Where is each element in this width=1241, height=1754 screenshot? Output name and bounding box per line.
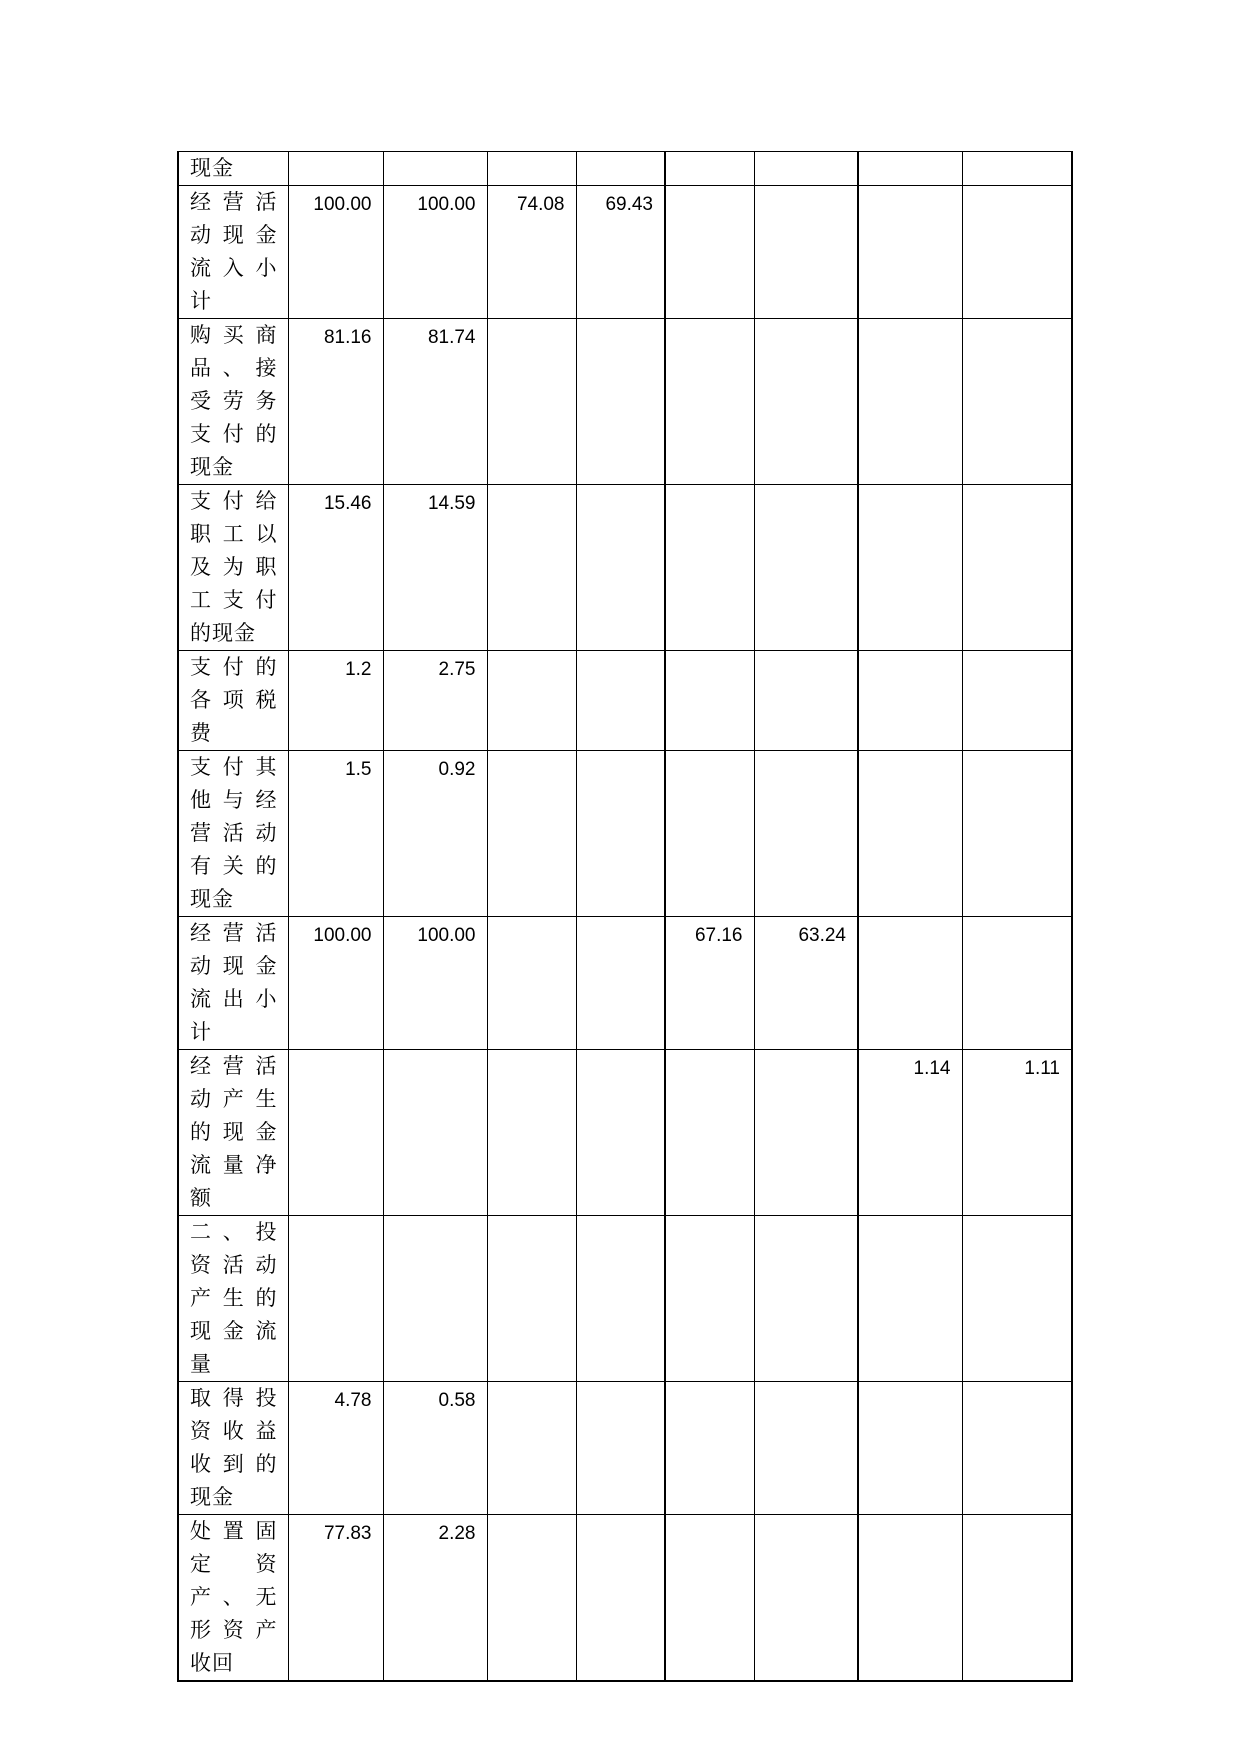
cell-value: [577, 1216, 665, 1223]
cell-value: [755, 1515, 858, 1522]
row-label-cell: [178, 1216, 288, 1382]
cell-value: [666, 651, 754, 658]
table-row: [178, 152, 1072, 186]
cell-value: 15.46: [323, 493, 372, 514]
cell-value: [859, 186, 962, 193]
row-label-cell: [178, 1050, 288, 1216]
row-label: 取得投资收益收到的现金: [190, 1386, 278, 1509]
value-cell: [288, 751, 383, 917]
value-cell: [754, 651, 858, 751]
cell-value: [577, 152, 665, 159]
cell-value: [755, 651, 858, 658]
value-cell: [962, 1515, 1072, 1682]
value-cell: [383, 1216, 487, 1382]
value-cell: [383, 1050, 487, 1216]
cell-value: [488, 1050, 576, 1057]
cell-value: [755, 1382, 858, 1389]
cell-value: 0.92: [438, 759, 476, 780]
cell-value: [755, 1216, 858, 1223]
cell-value: [384, 152, 487, 159]
value-cell: [576, 1515, 665, 1682]
cell-value: 1.14: [913, 1058, 951, 1079]
cell-value: [859, 319, 962, 326]
cell-value: [755, 186, 858, 193]
cell-value: [577, 917, 665, 924]
value-cell: [288, 917, 383, 1050]
value-cell: [962, 1382, 1072, 1515]
table-row: [178, 651, 1072, 751]
value-cell: [962, 152, 1072, 186]
value-cell: [487, 152, 576, 186]
table-body: [178, 152, 1072, 1682]
cell-value: 100.00: [313, 194, 372, 215]
cell-value: [666, 1216, 754, 1223]
cell-value: [384, 1050, 487, 1057]
row-label: 支付其他与经营活动有关的现金: [190, 755, 278, 911]
value-cell: [858, 1050, 962, 1216]
value-cell: [962, 1216, 1072, 1382]
cell-value: [666, 1382, 754, 1389]
cell-value: [859, 751, 962, 758]
cell-value: 1.11: [1024, 1058, 1060, 1079]
cell-value: 1.2: [345, 659, 372, 680]
row-label-cell: [178, 1515, 288, 1682]
value-cell: [383, 152, 487, 186]
row-label-cell: [178, 485, 288, 651]
cell-value: 100.00: [417, 925, 476, 946]
cell-value: [666, 152, 754, 159]
cell-value: [666, 485, 754, 492]
cell-value: [963, 319, 1072, 326]
value-cell: [754, 1515, 858, 1682]
value-cell: [858, 751, 962, 917]
cell-value: [488, 1382, 576, 1389]
value-cell: [665, 186, 754, 319]
value-cell: [754, 1050, 858, 1216]
cell-value: 2.75: [438, 659, 476, 680]
value-cell: [487, 186, 576, 319]
value-cell: [858, 1216, 962, 1382]
table-row: [178, 186, 1072, 319]
cell-value: [666, 751, 754, 758]
cell-value: [577, 1050, 665, 1057]
value-cell: [288, 651, 383, 751]
value-cell: [288, 1050, 383, 1216]
value-cell: [665, 485, 754, 651]
row-label: 处置固定资产、无形资产收回: [190, 1519, 278, 1675]
cell-value: 74.08: [516, 194, 565, 215]
cell-value: [289, 1050, 383, 1057]
value-cell: [962, 1050, 1072, 1216]
value-cell: [962, 751, 1072, 917]
value-cell: [288, 1515, 383, 1682]
cell-value: [755, 1050, 858, 1057]
row-label-cell: [178, 186, 288, 319]
cell-value: [666, 1515, 754, 1522]
cell-value: [488, 751, 576, 758]
cell-value: [289, 152, 383, 159]
cell-value: 69.43: [605, 194, 653, 215]
cell-value: 77.83: [323, 1523, 372, 1544]
value-cell: [754, 917, 858, 1050]
cell-value: [488, 1216, 576, 1223]
cell-value: [577, 485, 665, 492]
cell-value: [384, 1216, 487, 1223]
cell-value: [488, 1515, 576, 1522]
value-cell: [754, 319, 858, 485]
value-cell: [754, 485, 858, 651]
cell-value: [488, 917, 576, 924]
cell-value: [859, 485, 962, 492]
cell-value: [577, 751, 665, 758]
value-cell: [962, 319, 1072, 485]
value-cell: [383, 917, 487, 1050]
value-cell: [576, 1382, 665, 1515]
value-cell: [665, 319, 754, 485]
cell-value: [755, 152, 858, 159]
cell-value: 14.59: [427, 493, 476, 514]
value-cell: [962, 651, 1072, 751]
row-label: 购买商品、接受劳务支付的现金: [190, 323, 278, 479]
value-cell: [858, 651, 962, 751]
cell-value: [289, 1216, 383, 1223]
row-label-cell: [178, 319, 288, 485]
value-cell: [288, 186, 383, 319]
cell-value: [666, 186, 754, 193]
cell-value: 63.24: [798, 925, 846, 946]
value-cell: [754, 186, 858, 319]
value-cell: [487, 651, 576, 751]
cell-value: [859, 917, 962, 924]
cell-value: 1.5: [345, 759, 372, 780]
row-label: 支付的各项税费: [190, 655, 278, 745]
value-cell: [665, 1216, 754, 1382]
cell-value: [488, 319, 576, 326]
value-cell: [665, 1515, 754, 1682]
cell-value: [963, 651, 1072, 658]
row-label: 经营活动产生的现金流量净额: [190, 1054, 278, 1210]
cell-value: [963, 917, 1072, 924]
value-cell: [487, 917, 576, 1050]
value-cell: [858, 319, 962, 485]
value-cell: [383, 651, 487, 751]
table-row: [178, 485, 1072, 651]
value-cell: [383, 186, 487, 319]
cell-value: [666, 1050, 754, 1057]
cell-value: [577, 1515, 665, 1522]
value-cell: [858, 917, 962, 1050]
cell-value: [963, 1515, 1072, 1522]
table-row: [178, 751, 1072, 917]
value-cell: [487, 1382, 576, 1515]
table-row: [178, 319, 1072, 485]
value-cell: [576, 319, 665, 485]
cell-value: [859, 1515, 962, 1522]
cell-value: [577, 319, 665, 326]
row-label-cell: [178, 917, 288, 1050]
row-label: 支付给职工以及为职工支付的现金: [190, 489, 278, 645]
row-label-cell: [178, 152, 288, 186]
value-cell: [288, 1382, 383, 1515]
cell-value: [859, 1382, 962, 1389]
cell-value: [755, 485, 858, 492]
cell-value: [963, 751, 1072, 758]
cell-value: [488, 651, 576, 658]
value-cell: [487, 751, 576, 917]
table-row: [178, 1382, 1072, 1515]
value-cell: [487, 319, 576, 485]
value-cell: [576, 1050, 665, 1216]
cell-value: [755, 751, 858, 758]
cell-value: 100.00: [313, 925, 372, 946]
value-cell: [754, 1216, 858, 1382]
value-cell: [288, 319, 383, 485]
row-label-cell: [178, 751, 288, 917]
cell-value: [963, 186, 1072, 193]
value-cell: [487, 1216, 576, 1382]
cell-value: 67.16: [694, 925, 743, 946]
value-cell: [858, 1515, 962, 1682]
value-cell: [858, 485, 962, 651]
row-label: 二、投资活动产生的现金流量: [190, 1220, 278, 1376]
value-cell: [487, 485, 576, 651]
value-cell: [288, 152, 383, 186]
cell-value: [963, 1382, 1072, 1389]
value-cell: [665, 917, 754, 1050]
value-cell: [962, 917, 1072, 1050]
value-cell: [665, 751, 754, 917]
value-cell: [576, 152, 665, 186]
cell-value: [488, 485, 576, 492]
value-cell: [288, 485, 383, 651]
row-label: 经营活动现金流出小计: [190, 921, 278, 1044]
row-label-cell: [178, 651, 288, 751]
value-cell: [383, 319, 487, 485]
cell-value: 4.78: [334, 1390, 372, 1411]
value-cell: [383, 751, 487, 917]
value-cell: [962, 186, 1072, 319]
cell-value: [859, 152, 962, 159]
cell-value: 0.58: [438, 1390, 476, 1411]
value-cell: [487, 1050, 576, 1216]
cell-value: [666, 319, 754, 326]
cell-value: [963, 485, 1072, 492]
cell-value: 81.74: [427, 327, 476, 348]
value-cell: [665, 1050, 754, 1216]
cell-value: 2.28: [438, 1523, 476, 1544]
value-cell: [383, 1515, 487, 1682]
value-cell: [383, 1382, 487, 1515]
value-cell: [665, 651, 754, 751]
table-row: [178, 917, 1072, 1050]
cell-value: [963, 152, 1072, 159]
value-cell: [858, 186, 962, 319]
value-cell: [576, 917, 665, 1050]
cell-value: 81.16: [323, 327, 372, 348]
row-label-cell: [178, 1382, 288, 1515]
cell-value: [577, 1382, 665, 1389]
value-cell: [576, 751, 665, 917]
table-row: [178, 1050, 1072, 1216]
value-cell: [576, 1216, 665, 1382]
cell-value: [488, 152, 576, 159]
value-cell: [962, 485, 1072, 651]
row-label: 现金: [190, 156, 234, 180]
cell-value: [859, 1216, 962, 1223]
value-cell: [754, 751, 858, 917]
cash-flow-table: [177, 151, 1073, 1682]
value-cell: [487, 1515, 576, 1682]
table-row: [178, 1216, 1072, 1382]
cell-value: [577, 651, 665, 658]
value-cell: [288, 1216, 383, 1382]
table-row: [178, 1515, 1072, 1682]
value-cell: [383, 485, 487, 651]
value-cell: [754, 1382, 858, 1515]
value-cell: [754, 152, 858, 186]
value-cell: [665, 1382, 754, 1515]
value-cell: [576, 186, 665, 319]
value-cell: [858, 152, 962, 186]
value-cell: [665, 152, 754, 186]
row-label: 经营活动现金流入小计: [190, 190, 278, 313]
cell-value: [755, 319, 858, 326]
cell-value: 100.00: [417, 194, 476, 215]
cell-value: [963, 1216, 1072, 1223]
value-cell: [576, 651, 665, 751]
value-cell: [858, 1382, 962, 1515]
value-cell: [576, 485, 665, 651]
cell-value: [859, 651, 962, 658]
